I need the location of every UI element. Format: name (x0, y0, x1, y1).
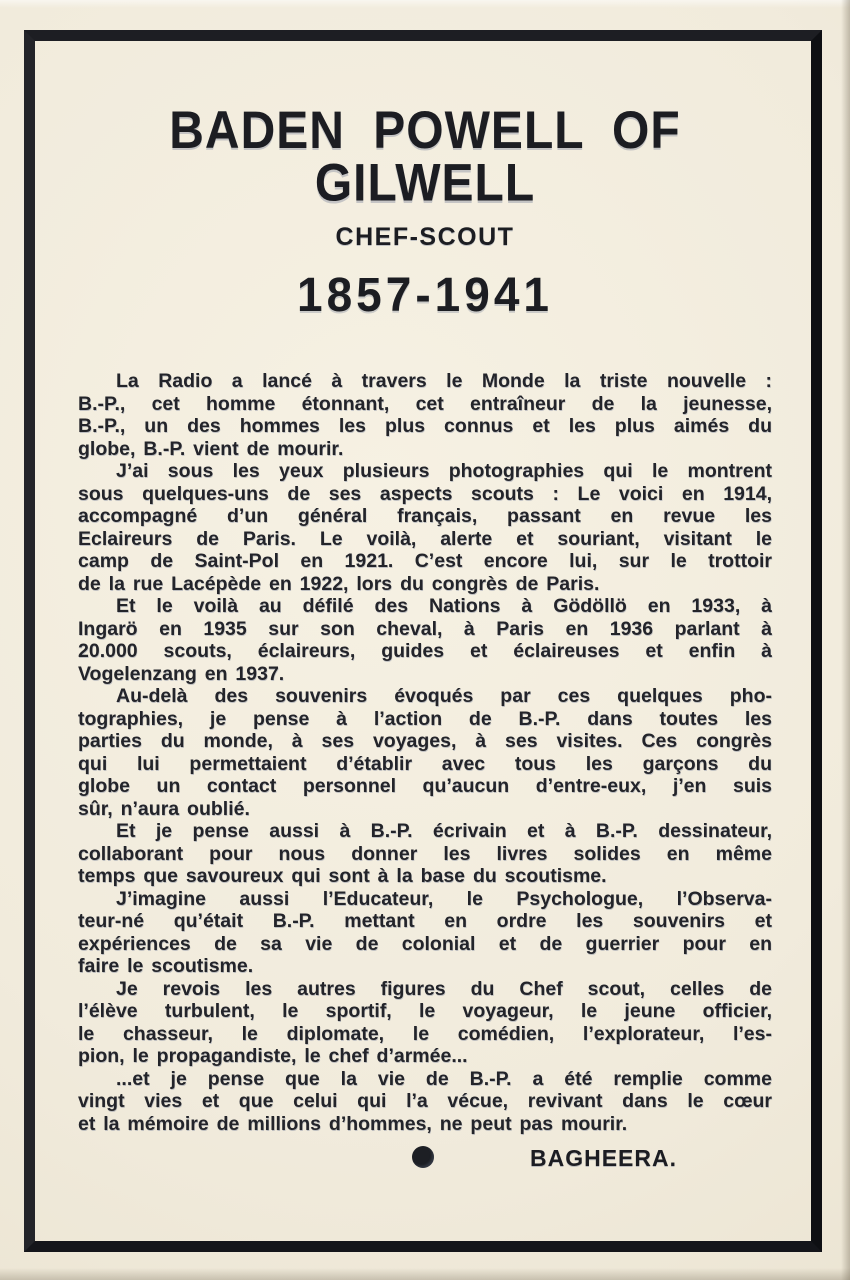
text-line: La Radio a lancé à travers le Monde la triste nouvelle : (116, 370, 772, 392)
text-line: 20.000 scouts, éclaireurs, guides et éclaireuses et enfin à (78, 640, 772, 662)
text-line: Vogelenzang en 1937. (78, 662, 285, 685)
text-line: tographies, je pense à l’action de B.-P. dans toutes les (78, 707, 772, 730)
text-line: globe un contact personnel qu’aucun d’entre-eux, j’en suis (78, 775, 772, 797)
text-line: Au-delà des souvenirs évoqués par ces quelques pho- (116, 685, 772, 707)
text-line: Et je pense aussi à B.-P. écrivain et à B.-P. dessinateur, (116, 820, 772, 842)
paragraph (78, 978, 772, 1068)
text-line: Je revois les autres figures du Chef scout, celles de (116, 977, 772, 1000)
text-line: accompagné d’un général français, passant en revue les (78, 505, 772, 527)
paragraph (78, 370, 772, 460)
article-body (78, 370, 772, 1135)
page-content (35, 41, 811, 1241)
text-line: ...et je pense que la vie de B.-P. a été remplie comme (116, 1067, 772, 1090)
page-title: BADEN POWELL OF GILWELL (169, 101, 681, 213)
paragraph (78, 888, 772, 978)
signature: BAGHEERA. (529, 1145, 677, 1171)
text-line: de la rue Lacépède en 1922, lors du congrès de Paris. (78, 572, 600, 595)
text-line: l’élève turbulent, le sportif, le voyageur, le jeune officier, (78, 1000, 772, 1022)
paragraph (78, 595, 772, 685)
text-line: vingt vies et que celui qui l’a vécue, revivant dans le cœur (78, 1090, 772, 1112)
text-line: Ingarö en 1935 sur son cheval, à Paris en 1936 parlant à (78, 617, 772, 640)
text-line: faire le scoutisme. (78, 955, 254, 977)
text-line: teur-né qu’était B.-P. mettant en ordre les souvenirs et (78, 910, 772, 932)
text-line: B.-P., cet homme étonnant, cet entraîneur de la jeunesse, (78, 392, 772, 415)
text-line: J’imagine aussi l’Educateur, le Psychologue, l’Observa- (116, 887, 772, 910)
paragraph (78, 820, 772, 888)
page-dates: 1857-1941 (297, 266, 553, 322)
text-line: temps que savoureux qui sont à la base du scoutisme. (78, 865, 607, 887)
text-line: J’ai sous les yeux plusieurs photographies qui le montrent (116, 460, 772, 482)
text-line: globe, B.-P. vient de mourir. (78, 437, 344, 460)
text-line: qui lui permettaient d’établir avec tous les garçons du (78, 752, 772, 775)
text-line: camp de Saint-Pol en 1921. C’est encore lui, sur le trottoir (78, 550, 772, 572)
text-line: le chasseur, le diplomate, le comédien, l’explorateur, l’es- (78, 1022, 772, 1045)
text-line: sous quelques-uns de ses aspects scouts : Le voici en 1914, (78, 482, 772, 505)
text-line: et la mémoire de millions d’hommes, ne peut pas mourir. (78, 1112, 628, 1135)
border-frame (24, 30, 822, 1252)
paragraph (78, 460, 772, 595)
text-line: B.-P., un des hommes les plus connus et les plus aimés du (78, 415, 772, 437)
text-line: sûr, n’aura oublié. (78, 797, 250, 820)
decorative-dot (412, 1146, 434, 1168)
text-line: pion, le propagandiste, le chef d’armée... (78, 1045, 468, 1067)
page-subtitle: CHEF-SCOUT (335, 223, 515, 251)
text-line: collaborant pour nous donner les livres solides en même (78, 842, 772, 865)
text-line: Eclaireurs de Paris. Le voilà, alerte et souriant, visitant le (78, 527, 772, 550)
text-line: expériences de sa vie de colonial et de guerrier pour en (78, 932, 772, 955)
paragraph (78, 1068, 772, 1136)
paragraph (78, 685, 772, 820)
text-line: parties du monde, à ses voyages, à ses visites. Ces congrès (78, 730, 772, 752)
text-line: Et le voilà au défilé des Nations à Gödöllö en 1933, à (116, 595, 772, 617)
